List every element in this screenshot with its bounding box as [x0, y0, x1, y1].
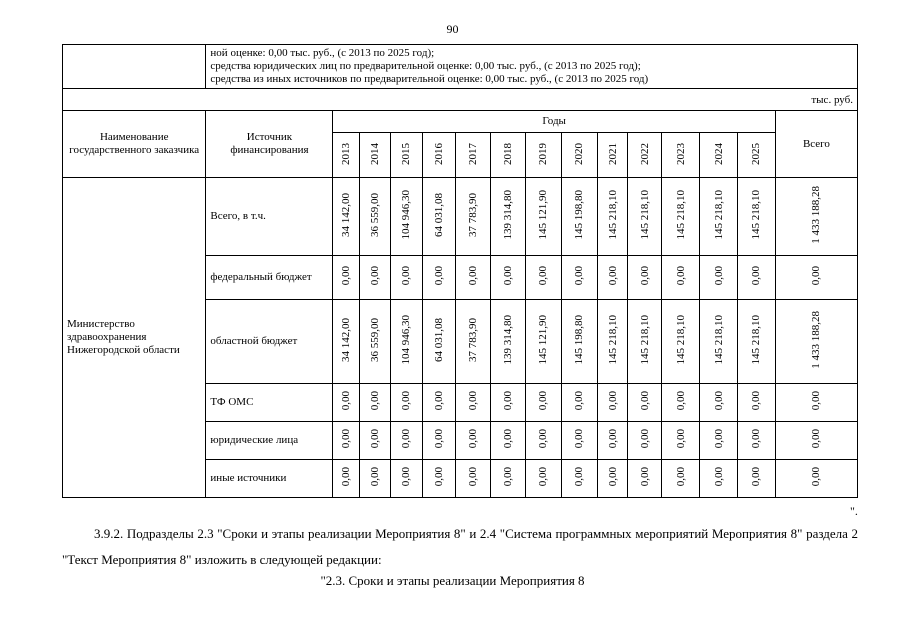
- closing-quote: ".: [850, 504, 858, 518]
- value-cell: [360, 460, 391, 498]
- value-cell: [456, 422, 491, 460]
- value-text: 36 559,00: [368, 318, 381, 362]
- value-text: 104 946,30: [400, 190, 413, 240]
- value-text: 145 121,90: [537, 190, 550, 240]
- value-cell: [628, 422, 662, 460]
- year-header: [597, 133, 628, 178]
- value-cell: [737, 422, 775, 460]
- header-source: Источник финансирования: [206, 111, 333, 178]
- value-text: 0,00: [638, 266, 651, 286]
- year-label: 2021: [606, 142, 619, 165]
- value-text: 0,00: [340, 429, 353, 449]
- value-text: 145 121,90: [537, 315, 550, 365]
- customer-name: Министерство здравоохранения Нижегородской области: [63, 178, 206, 498]
- value-text: 0,00: [638, 429, 651, 449]
- value-text: 104 946,30: [400, 315, 413, 365]
- total-cell: [775, 422, 857, 460]
- value-cell: [628, 300, 662, 384]
- total-text: 0,00: [810, 467, 823, 487]
- value-cell: [422, 384, 456, 422]
- year-header: [561, 133, 597, 178]
- value-cell: [597, 384, 628, 422]
- value-cell: [390, 384, 422, 422]
- total-cell: [775, 178, 857, 256]
- value-text: 64 031,08: [432, 193, 445, 237]
- value-text: 0,00: [606, 467, 619, 487]
- value-text: 0,00: [432, 391, 445, 411]
- value-text: 0,00: [606, 429, 619, 449]
- body-paragraph: 3.9.2. Подразделы 2.3 "Сроки и этапы реализации Мероприятия 8" и 2.4 "Система программных мероприятий Мероприятия 8" раздела 2 "Текст Мероприятия 8" изложить в следующей редакции:: [62, 526, 858, 567]
- value-cell: [526, 460, 562, 498]
- value-text: 0,00: [606, 391, 619, 411]
- value-cell: [561, 300, 597, 384]
- year-header: [456, 133, 491, 178]
- value-text: 0,00: [573, 391, 586, 411]
- value-text: 0,00: [537, 429, 550, 449]
- total-text: 0,00: [810, 429, 823, 449]
- value-cell: [597, 178, 628, 256]
- value-cell: [360, 384, 391, 422]
- value-cell: [662, 300, 700, 384]
- value-cell: [333, 460, 360, 498]
- value-cell: [662, 460, 700, 498]
- value-cell: [628, 256, 662, 300]
- funding-source: иные источники: [206, 460, 333, 498]
- year-label: 2019: [537, 142, 550, 165]
- value-cell: [360, 178, 391, 256]
- value-text: 0,00: [712, 266, 725, 286]
- value-text: 37 783,90: [467, 318, 480, 362]
- value-cell: [491, 300, 526, 384]
- header-row-1: [63, 111, 858, 133]
- value-text: 37 783,90: [467, 193, 480, 237]
- year-label: 2014: [368, 142, 381, 165]
- value-cell: [628, 460, 662, 498]
- year-label: 2018: [502, 142, 515, 165]
- header-years: Годы: [333, 111, 775, 133]
- year-label: 2020: [573, 142, 586, 165]
- total-cell: [775, 384, 857, 422]
- value-text: 0,00: [537, 391, 550, 411]
- value-text: 0,00: [750, 266, 763, 286]
- value-cell: [422, 300, 456, 384]
- header-customer: Наименование государственного заказчика: [63, 111, 206, 178]
- value-cell: [597, 460, 628, 498]
- value-text: 0,00: [502, 467, 515, 487]
- value-text: 0,00: [712, 391, 725, 411]
- value-cell: [422, 256, 456, 300]
- value-cell: [737, 178, 775, 256]
- value-text: 0,00: [400, 391, 413, 411]
- unit-row: [63, 89, 858, 111]
- value-text: 0,00: [432, 429, 445, 449]
- year-label: 2015: [400, 142, 413, 165]
- value-text: 145 218,10: [638, 315, 651, 365]
- value-cell: [390, 256, 422, 300]
- value-text: 0,00: [340, 266, 353, 286]
- value-text: 34 142,00: [340, 318, 353, 362]
- value-cell: [628, 178, 662, 256]
- value-cell: [491, 422, 526, 460]
- year-header: [526, 133, 562, 178]
- value-text: 145 218,10: [606, 190, 619, 240]
- value-cell: [526, 300, 562, 384]
- value-cell: [390, 300, 422, 384]
- funding-source: областной бюджет: [206, 300, 333, 384]
- value-text: 0,00: [638, 391, 651, 411]
- value-cell: [491, 256, 526, 300]
- year-label: 2024: [712, 142, 725, 165]
- year-header: [422, 133, 456, 178]
- value-cell: [662, 422, 700, 460]
- year-header: [360, 133, 391, 178]
- funding-source: федеральный бюджет: [206, 256, 333, 300]
- value-cell: [561, 178, 597, 256]
- value-text: 0,00: [537, 266, 550, 286]
- value-text: 145 218,10: [750, 315, 763, 365]
- value-text: 0,00: [638, 467, 651, 487]
- value-text: 0,00: [368, 266, 381, 286]
- value-cell: [333, 422, 360, 460]
- year-label: 2017: [467, 142, 480, 165]
- value-text: 0,00: [674, 391, 687, 411]
- value-cell: [456, 256, 491, 300]
- value-text: 0,00: [750, 467, 763, 487]
- year-header: [491, 133, 526, 178]
- value-cell: [737, 384, 775, 422]
- value-cell: [422, 422, 456, 460]
- value-text: 145 218,10: [606, 315, 619, 365]
- total-text: 0,00: [810, 266, 823, 286]
- year-label: 2023: [674, 142, 687, 165]
- value-text: 145 218,10: [674, 190, 687, 240]
- funding-note-line: средства юридических лиц по предварительной оценке: 0,00 тыс. руб., (с 2013 по 2025 год);: [210, 60, 641, 72]
- value-cell: [491, 384, 526, 422]
- value-cell: [390, 460, 422, 498]
- value-cell: [737, 460, 775, 498]
- funding-source: юридические лица: [206, 422, 333, 460]
- value-cell: [700, 300, 738, 384]
- value-cell: [662, 178, 700, 256]
- value-text: 0,00: [400, 266, 413, 286]
- value-cell: [561, 460, 597, 498]
- value-text: 139 314,80: [502, 315, 515, 365]
- value-cell: [422, 460, 456, 498]
- value-text: 0,00: [502, 266, 515, 286]
- value-cell: [662, 256, 700, 300]
- value-cell: [526, 422, 562, 460]
- value-cell: [422, 178, 456, 256]
- value-cell: [360, 256, 391, 300]
- value-text: 0,00: [368, 391, 381, 411]
- value-cell: [737, 256, 775, 300]
- value-cell: [700, 384, 738, 422]
- page-number: 90: [446, 22, 459, 36]
- value-cell: [561, 256, 597, 300]
- value-cell: [561, 422, 597, 460]
- value-text: 0,00: [502, 391, 515, 411]
- value-cell: [737, 300, 775, 384]
- total-cell: [775, 460, 857, 498]
- value-text: 145 198,80: [573, 190, 586, 240]
- value-text: 0,00: [573, 467, 586, 487]
- header-total: Всего: [775, 111, 857, 178]
- funding-note: [206, 45, 858, 89]
- value-cell: [390, 178, 422, 256]
- value-text: 145 198,80: [573, 315, 586, 365]
- value-cell: [628, 384, 662, 422]
- total-text: 0,00: [810, 391, 823, 411]
- value-cell: [456, 178, 491, 256]
- value-text: 0,00: [467, 429, 480, 449]
- value-cell: [561, 384, 597, 422]
- value-text: 145 218,10: [712, 190, 725, 240]
- value-cell: [360, 300, 391, 384]
- value-cell: [700, 460, 738, 498]
- value-cell: [597, 300, 628, 384]
- value-cell: [491, 178, 526, 256]
- value-text: 0,00: [432, 467, 445, 487]
- value-cell: [456, 384, 491, 422]
- value-cell: [360, 422, 391, 460]
- value-cell: [700, 178, 738, 256]
- value-text: 145 218,10: [674, 315, 687, 365]
- value-text: 0,00: [674, 266, 687, 286]
- total-text: 1 433 188,28: [810, 186, 823, 244]
- year-header: [662, 133, 700, 178]
- value-cell: [333, 178, 360, 256]
- value-cell: [526, 384, 562, 422]
- value-text: 64 031,08: [432, 318, 445, 362]
- value-text: 0,00: [712, 467, 725, 487]
- value-text: 0,00: [537, 467, 550, 487]
- value-text: 0,00: [606, 266, 619, 286]
- value-cell: [597, 422, 628, 460]
- value-text: 0,00: [340, 391, 353, 411]
- value-text: 0,00: [467, 266, 480, 286]
- year-label: 2016: [432, 142, 445, 165]
- subsection-heading: "2.3. Сроки и этапы реализации Мероприятия 8: [320, 573, 585, 588]
- year-header: [737, 133, 775, 178]
- table-row: [63, 178, 858, 256]
- funding-table: [62, 44, 858, 498]
- value-text: 0,00: [750, 429, 763, 449]
- year-label: 2025: [750, 142, 763, 165]
- year-header: [390, 133, 422, 178]
- value-text: 0,00: [674, 429, 687, 449]
- value-cell: [491, 460, 526, 498]
- value-text: 36 559,00: [368, 193, 381, 237]
- year-header: [700, 133, 738, 178]
- value-text: 145 218,10: [712, 315, 725, 365]
- value-cell: [526, 178, 562, 256]
- funding-note-line: средства из иных источников по предварительной оценке: 0,00 тыс. руб., (с 2013 по 2025 год): [210, 73, 649, 85]
- value-cell: [333, 384, 360, 422]
- year-header: [333, 133, 360, 178]
- value-text: 0,00: [368, 429, 381, 449]
- value-cell: [333, 300, 360, 384]
- funding-note-line: ной оценке: 0,00 тыс. руб., (с 2013 по 2025 год);: [210, 47, 435, 59]
- unit-label: тыс. руб.: [63, 89, 858, 111]
- value-text: 0,00: [432, 266, 445, 286]
- note-row: [63, 45, 858, 89]
- value-text: 0,00: [340, 467, 353, 487]
- funding-source: Всего, в т.ч.: [206, 178, 333, 256]
- value-text: 0,00: [573, 266, 586, 286]
- value-text: 0,00: [674, 467, 687, 487]
- total-cell: [775, 256, 857, 300]
- value-cell: [700, 256, 738, 300]
- value-cell: [526, 256, 562, 300]
- year-label: 2022: [638, 142, 651, 165]
- year-header: [628, 133, 662, 178]
- value-cell: [333, 256, 360, 300]
- value-text: 0,00: [573, 429, 586, 449]
- total-cell: [775, 300, 857, 384]
- value-text: 0,00: [502, 429, 515, 449]
- value-cell: [456, 300, 491, 384]
- value-text: 0,00: [368, 467, 381, 487]
- value-text: 145 218,10: [750, 190, 763, 240]
- value-cell: [390, 422, 422, 460]
- value-text: 139 314,80: [502, 190, 515, 240]
- total-text: 1 433 188,28: [810, 311, 823, 369]
- value-text: 0,00: [467, 391, 480, 411]
- value-text: 0,00: [467, 467, 480, 487]
- value-text: 0,00: [750, 391, 763, 411]
- value-text: 0,00: [400, 467, 413, 487]
- funding-source: ТФ ОМС: [206, 384, 333, 422]
- value-cell: [597, 256, 628, 300]
- value-cell: [700, 422, 738, 460]
- value-text: 0,00: [712, 429, 725, 449]
- value-cell: [662, 384, 700, 422]
- year-label: 2013: [340, 142, 353, 165]
- value-text: 34 142,00: [340, 193, 353, 237]
- value-text: 145 218,10: [638, 190, 651, 240]
- value-cell: [456, 460, 491, 498]
- value-text: 0,00: [400, 429, 413, 449]
